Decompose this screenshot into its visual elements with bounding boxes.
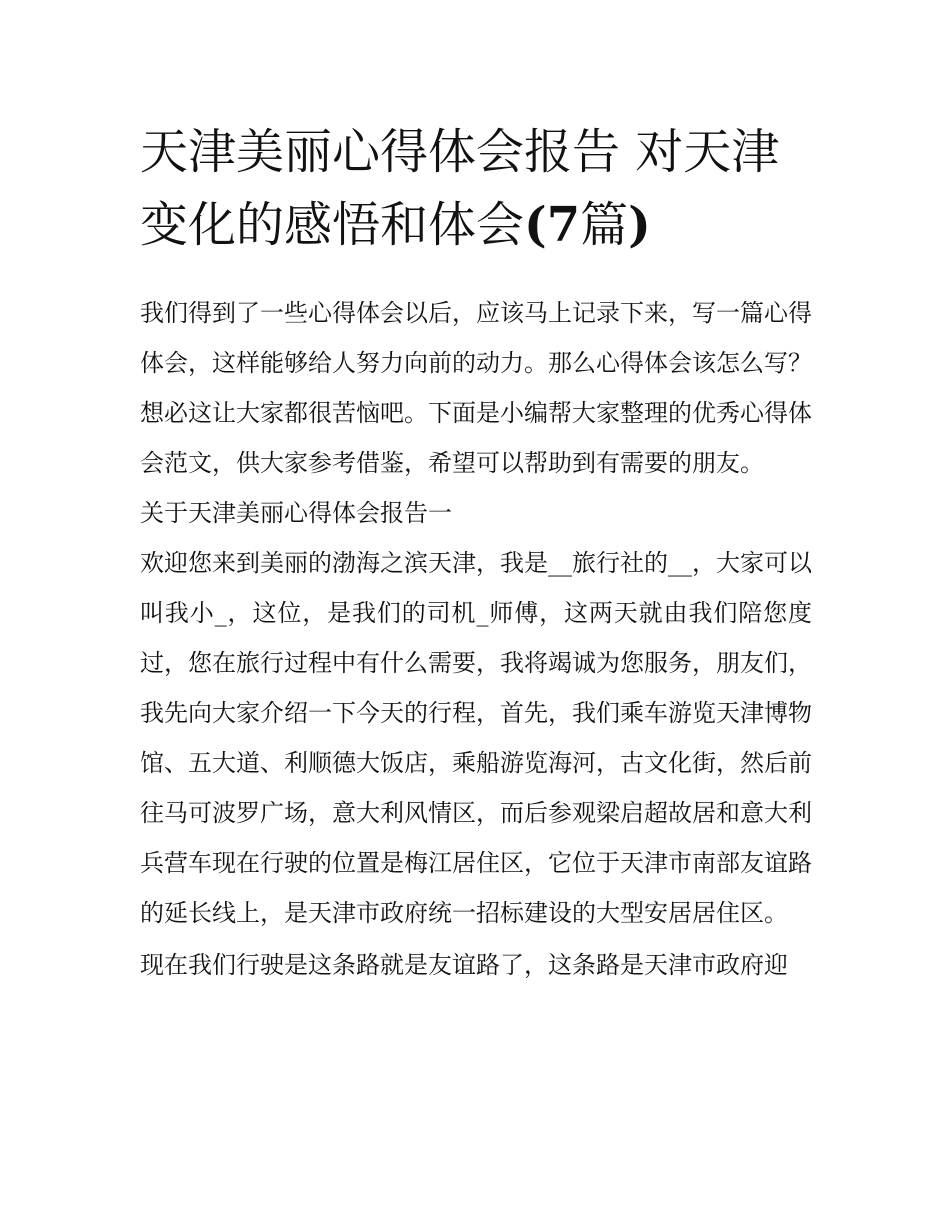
title-unit-text: 篇 <box>580 197 629 253</box>
title-count-text: (7 <box>524 197 581 253</box>
title-close-text: ) <box>628 197 651 253</box>
section-heading: 关于天津美丽心得体会报告一 <box>140 499 452 527</box>
body-paragraph-2: 现在我们行驶是这条路就是友谊路了，这条路是天津市政府迎 <box>140 951 788 979</box>
document-page <box>140 116 812 990</box>
title-main-text: 天津美丽心得体会报告 对天津变化的感悟和体会 <box>140 124 780 253</box>
intro-paragraph: 我们得到了一些心得体会以后，应该马上记录下来，写一篇心得体会，这样能够给人努力向前的动力。那么心得体会该怎么写？想必这让大家都很苦恼吧。下面是小编帮大家整理的优秀心得体会范文，供大家参考借鉴，希望可以帮助到有需要的朋友。 <box>140 299 812 477</box>
body-paragraph-1: 欢迎您来到美丽的渤海之滨天津，我是__旅行社的__，大家可以叫我小_，这位，是我们的司机_师傅，这两天就由我们陪您度过，您在旅行过程中有什么需要，我将竭诚为您服务，朋友们，我先向大家介绍一下今天的行程，首先，我们乘车游览天津博物馆、五大道、利顺德大饭店，乘船游览海河，古文化街，然后前往马可波罗广场，意大利风情区，而后参观梁启超故居和意大利兵营车现在行驶的位置是梅江居住区，它位于天津市南部友谊路的延长线上，是天津市政府统一招标建设的大型安居居住区。 <box>140 549 812 927</box>
document-title <box>140 116 812 262</box>
